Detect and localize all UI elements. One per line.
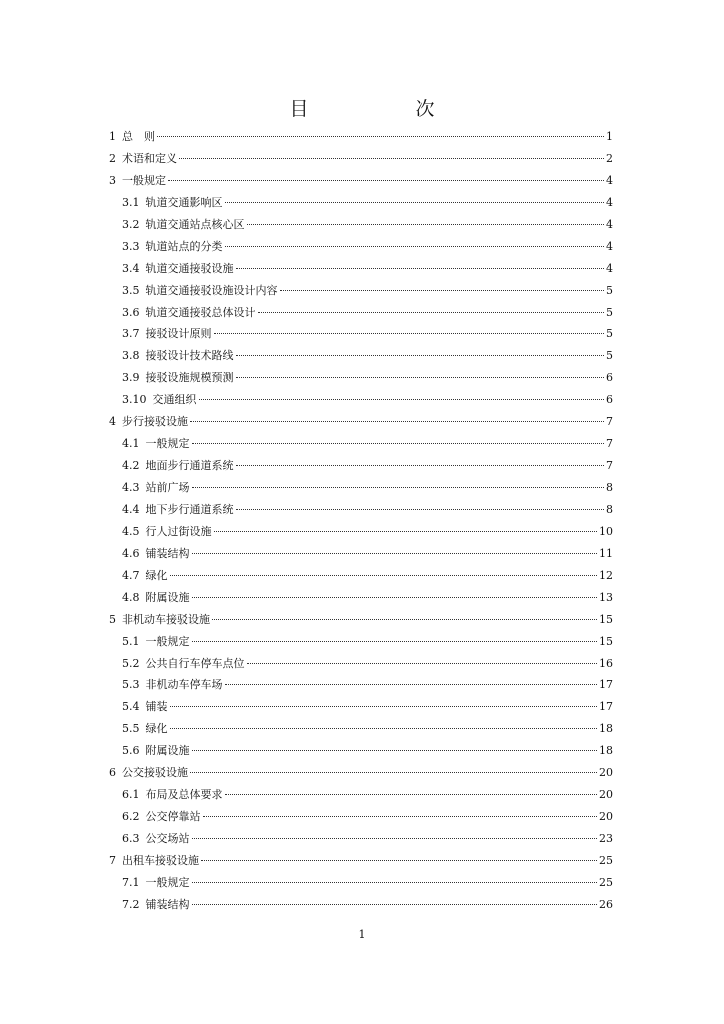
toc-entry-number: 4.4 [122, 502, 140, 516]
toc-entry-label [122, 784, 223, 806]
toc-dot-leader [190, 772, 597, 773]
toc-entry-label [122, 543, 190, 565]
toc-entry[interactable] [109, 455, 613, 477]
toc-entry-number: 4 [109, 415, 116, 429]
toc-entry-label [122, 345, 234, 367]
toc-entry-title: 附属设施 [145, 590, 190, 604]
toc-entry-page: 10 [599, 524, 613, 538]
toc-dot-leader [236, 465, 605, 466]
toc-entry-page: 1 [606, 130, 613, 143]
toc-entry-page: 25 [599, 853, 613, 867]
toc-entry-number: 2 [109, 151, 116, 165]
toc-entry-number: 3.10 [122, 393, 147, 407]
toc-entry[interactable] [109, 433, 613, 455]
toc-entry-label [122, 389, 197, 411]
toc-entry-page: 5 [606, 327, 613, 341]
toc-dot-leader [192, 597, 598, 598]
toc-entry-title: 布局及总体要求 [145, 788, 223, 802]
toc-entry-number: 4.6 [122, 546, 140, 560]
toc-entry[interactable] [109, 872, 613, 894]
toc-entry-title: 地下步行通道系统 [145, 502, 234, 516]
toc-entry-number: 6.2 [122, 810, 140, 824]
toc-dot-leader [192, 750, 598, 751]
toc-entry-number: 6.3 [122, 832, 140, 845]
toc-entry-label [122, 455, 234, 477]
toc-entry-number: 1 [109, 130, 116, 143]
toc-entry[interactable] [109, 850, 613, 872]
toc-entry-label [122, 587, 190, 609]
toc-entry-title: 绿化 [145, 722, 168, 736]
toc-entry-title: 一般规定 [145, 437, 190, 451]
toc-entry-page: 8 [606, 481, 613, 494]
toc-entry[interactable] [109, 345, 613, 367]
toc-entry[interactable] [109, 499, 613, 521]
toc-entry-page: 7 [606, 415, 613, 429]
toc-entry-title: 非机动车接驳设施 [122, 612, 210, 626]
toc-dot-leader [192, 904, 598, 905]
toc-entry-title: 接驳设计技术路线 [145, 349, 234, 363]
toc-dot-leader [168, 180, 604, 181]
toc-entry-label [122, 236, 223, 258]
toc-entry-title: 总 则 [122, 130, 155, 143]
toc-entry-page: 16 [599, 656, 613, 670]
toc-dot-leader [236, 377, 605, 378]
toc-entry-title: 非机动车停车场 [145, 678, 223, 692]
toc-dot-leader [157, 136, 604, 137]
page-number: 1 [358, 928, 366, 941]
toc-entry-label [122, 631, 190, 653]
toc-entry-number: 4.7 [122, 568, 140, 582]
toc-entry-title: 轨道交通影响区 [145, 195, 223, 209]
toc-entry-title: 行人过街设施 [145, 524, 212, 538]
toc-dot-leader [179, 158, 604, 159]
toc-entry-label [122, 718, 168, 740]
toc-entry-title: 交通组织 [152, 393, 197, 407]
toc-dot-leader [236, 355, 605, 356]
toc-entry-page: 25 [599, 875, 613, 889]
toc-dot-leader [225, 202, 605, 203]
toc-entry-number: 4.2 [122, 459, 140, 473]
toc-entry-title: 附属设施 [145, 744, 190, 758]
toc-entry-title: 轨道交通站点核心区 [145, 217, 245, 231]
toc-dot-leader [192, 838, 598, 839]
toc-dot-leader [214, 333, 605, 334]
toc-entry-label [122, 477, 190, 499]
toc-entry-title: 铺装 [145, 700, 168, 714]
toc-entry-page: 6 [606, 393, 613, 407]
toc-entry[interactable] [109, 148, 613, 170]
toc-entry-title: 轨道交通接驳设施 [145, 261, 234, 275]
toc-entry-title: 铺装结构 [145, 897, 190, 911]
toc-entry-number: 3.3 [122, 239, 140, 253]
toc-entry-number: 3 [109, 173, 116, 187]
toc-entry-title: 轨道交通接驳总体设计 [145, 305, 256, 319]
toc-entry-page: 11 [599, 546, 613, 560]
toc-entry[interactable] [109, 631, 613, 653]
toc-entry[interactable] [109, 411, 613, 433]
toc-dot-leader [192, 553, 598, 554]
toc-entry-label [109, 850, 199, 872]
toc-entry[interactable] [109, 389, 613, 411]
toc-entry-page: 5 [606, 349, 613, 363]
toc-entry-label [122, 828, 190, 850]
toc-entry-label [122, 323, 212, 345]
toc-entry[interactable] [109, 192, 613, 214]
toc-dot-leader [225, 684, 598, 685]
toc-entry[interactable] [109, 653, 613, 675]
toc-entry-page: 17 [599, 700, 613, 714]
toc-entry-page: 26 [599, 897, 613, 911]
toc-entry-title: 一般规定 [145, 875, 190, 889]
toc-entry-label [122, 806, 201, 828]
toc-entry[interactable] [109, 696, 613, 718]
toc-entry-page: 20 [599, 810, 613, 824]
toc-entry-page: 4 [606, 195, 613, 209]
toc-dot-leader [280, 290, 605, 291]
toc-dot-leader [199, 399, 605, 400]
toc-entry[interactable] [109, 126, 613, 148]
toc-entry-label [109, 170, 166, 192]
toc-entry-page: 4 [606, 261, 613, 275]
toc-entry-number: 5.5 [122, 722, 140, 736]
toc-entry-title: 步行接驳设施 [122, 415, 188, 429]
toc-dot-leader [247, 663, 598, 664]
toc-entry[interactable] [109, 894, 613, 916]
toc-entry[interactable] [109, 258, 613, 280]
toc-entry-title: 铺装结构 [145, 546, 190, 560]
toc-dot-leader [192, 443, 605, 444]
toc-entry-number: 3.7 [122, 327, 140, 341]
toc-dot-leader [170, 706, 598, 707]
toc-dot-leader [212, 619, 597, 620]
toc-dot-leader [247, 224, 605, 225]
toc-entry-label [122, 872, 190, 894]
toc-entry-title: 轨道交通接驳设施设计内容 [145, 283, 278, 297]
toc-entry[interactable] [109, 521, 613, 543]
toc-dot-leader [192, 641, 598, 642]
toc-entry-label [109, 148, 177, 170]
toc-entry-number: 3.8 [122, 349, 140, 363]
toc-dot-leader [214, 531, 598, 532]
toc-entry[interactable] [109, 236, 613, 258]
toc-entry[interactable] [109, 587, 613, 609]
toc-entry-number: 6.1 [122, 788, 140, 802]
toc-entry-number: 4.5 [122, 524, 140, 538]
toc-entry-page: 4 [606, 173, 613, 187]
toc-entry-number: 4.8 [122, 590, 140, 604]
toc-entry-label [122, 192, 223, 214]
toc-entry-page: 4 [606, 239, 613, 253]
toc-entry[interactable] [109, 280, 613, 302]
toc-entry-number: 3.5 [122, 283, 140, 297]
toc-entry-number: 7.1 [122, 875, 140, 889]
page-title: 目 次 [289, 98, 479, 120]
toc-entry-page: 13 [599, 590, 613, 604]
toc-entry-page: 18 [599, 722, 613, 736]
toc-entry-number: 3.2 [122, 217, 140, 231]
toc-entry-label [122, 565, 168, 587]
toc-entry-title: 公交接驳设施 [122, 766, 188, 780]
toc-entry[interactable] [109, 806, 613, 828]
toc-entry-page: 15 [599, 634, 613, 648]
toc-dot-leader [190, 421, 604, 422]
toc-entry-title: 公交停靠站 [145, 810, 201, 824]
toc-entry-title: 术语和定义 [122, 151, 177, 165]
toc-entry-title: 接驳设计原则 [145, 327, 212, 341]
toc-dot-leader [203, 816, 598, 817]
toc-entry[interactable] [109, 762, 613, 784]
toc-entry-page: 8 [606, 502, 613, 516]
toc-entry-number: 5.6 [122, 744, 140, 758]
toc-entry-label [122, 280, 278, 302]
toc-entry-page: 6 [606, 371, 613, 385]
toc-entry[interactable] [109, 565, 613, 587]
toc-entry-label [122, 696, 168, 718]
toc-entry-page: 4 [606, 217, 613, 231]
toc-entry[interactable] [109, 674, 613, 696]
toc-entry-number: 3.9 [122, 371, 140, 385]
toc-entry-title: 公交场站 [145, 832, 190, 845]
toc-entry-number: 5.1 [122, 634, 140, 648]
toc-entry-label [122, 258, 234, 280]
toc-dot-leader [192, 882, 598, 883]
toc-entry-title: 地面步行通道系统 [145, 459, 234, 473]
toc-entry-page: 5 [606, 283, 613, 297]
toc-entry-number: 5.2 [122, 656, 140, 670]
toc-entry-label [109, 126, 155, 148]
toc-entry-title: 一般规定 [145, 634, 190, 648]
toc-entry-number: 3.1 [122, 195, 140, 209]
toc-entry[interactable] [109, 323, 613, 345]
toc-entry-label [122, 367, 234, 389]
toc-entry-page: 20 [599, 766, 613, 780]
toc-entry-title: 绿化 [145, 568, 168, 582]
toc-entry-number: 5 [109, 612, 116, 626]
toc-entry-title: 站前广场 [145, 481, 190, 494]
toc-entry[interactable] [109, 784, 613, 806]
toc-dot-leader [258, 312, 605, 313]
toc-entry[interactable] [109, 718, 613, 740]
toc-entry-number: 4.3 [122, 481, 140, 494]
toc-entry-label [122, 674, 223, 696]
toc-entry-page: 20 [599, 788, 613, 802]
table-of-contents [109, 126, 613, 916]
toc-entry-page: 15 [599, 612, 613, 626]
toc-entry-number: 7.2 [122, 897, 140, 911]
toc-entry-number: 3.6 [122, 305, 140, 319]
toc-dot-leader [225, 794, 598, 795]
toc-entry[interactable] [109, 477, 613, 499]
toc-entry-page: 12 [599, 568, 613, 582]
toc-entry-title: 出租车接驳设施 [122, 853, 199, 867]
toc-entry-title: 公共自行车停车点位 [145, 656, 245, 670]
toc-entry-title: 接驳设施规模预测 [145, 371, 234, 385]
toc-entry-title: 一般规定 [122, 173, 166, 187]
toc-entry-label [122, 653, 245, 675]
toc-entry[interactable] [109, 828, 613, 850]
toc-entry-label [122, 740, 190, 762]
toc-entry-number: 3.4 [122, 261, 140, 275]
toc-entry-label [122, 499, 234, 521]
toc-entry-page: 7 [606, 437, 613, 451]
toc-entry-number: 5.4 [122, 700, 140, 714]
toc-entry-label [109, 762, 188, 784]
toc-dot-leader [201, 860, 597, 861]
toc-entry-page: 5 [606, 305, 613, 319]
toc-entry-page: 2 [606, 151, 613, 165]
toc-entry-page: 18 [599, 744, 613, 758]
toc-entry-page: 7 [606, 459, 613, 473]
toc-entry-label [122, 894, 190, 916]
toc-dot-leader [192, 487, 605, 488]
toc-entry-label [109, 609, 210, 631]
toc-entry-label [122, 521, 212, 543]
toc-entry-number: 5.3 [122, 678, 140, 692]
toc-entry-label [122, 214, 245, 236]
toc-entry[interactable] [109, 740, 613, 762]
toc-entry[interactable] [109, 609, 613, 631]
toc-entry-page: 23 [599, 832, 613, 845]
toc-entry-label [109, 411, 188, 433]
toc-entry-number: 4.1 [122, 437, 140, 451]
toc-entry-page: 17 [599, 678, 613, 692]
toc-entry[interactable] [109, 367, 613, 389]
toc-entry-label [122, 302, 256, 324]
toc-entry[interactable] [109, 543, 613, 565]
toc-entry-title: 轨道站点的分类 [145, 239, 223, 253]
toc-dot-leader [170, 575, 598, 576]
toc-entry[interactable] [109, 302, 613, 324]
toc-entry-number: 7 [109, 853, 116, 867]
toc-dot-leader [170, 728, 598, 729]
toc-entry-label [122, 433, 190, 455]
toc-entry[interactable] [109, 214, 613, 236]
toc-dot-leader [236, 509, 605, 510]
toc-entry-number: 6 [109, 766, 116, 780]
toc-dot-leader [225, 246, 605, 247]
toc-entry[interactable] [109, 170, 613, 192]
toc-dot-leader [236, 268, 605, 269]
